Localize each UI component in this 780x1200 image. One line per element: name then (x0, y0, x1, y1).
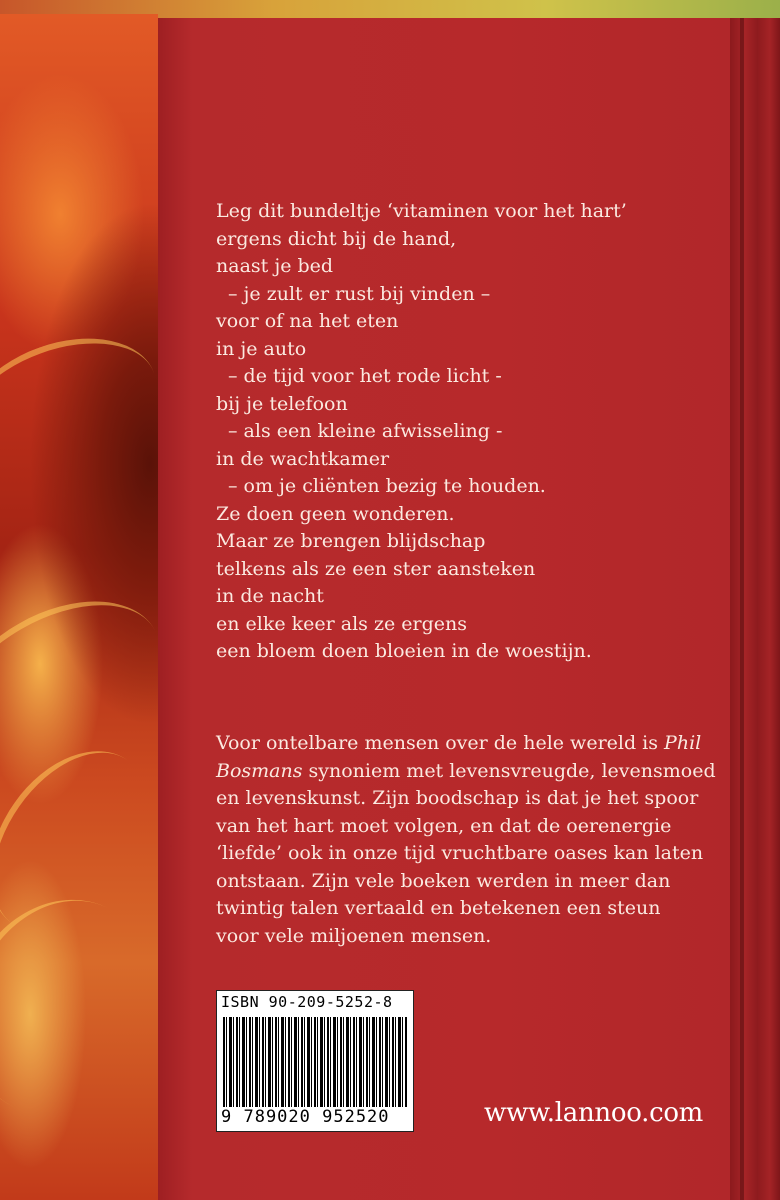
spine-groove (740, 18, 744, 1200)
bio-line: Voor ontelbare mensen over de hele wereld is Phil (216, 732, 702, 754)
author-last-name: Bosmans (216, 759, 303, 782)
poem-line: een bloem doen bloeien in de woestijn. (216, 640, 592, 662)
poem-line: – je zult er rust bij vinden – (228, 282, 491, 305)
isbn-number: ISBN 90-209-5252-8 (221, 993, 393, 1011)
poem-line: voor of na het eten (216, 310, 399, 332)
bio-line: twintig talen vertaald en betekenen een steun (216, 897, 661, 919)
bio-line: ontstaan. Zijn vele boeken werden in meer dan (216, 869, 671, 892)
ean-number: 9 789020 952520 (221, 1107, 390, 1127)
poem-line: – als een kleine afwisseling - (228, 420, 503, 442)
poem-line: – om je cliënten bezig te houden. (228, 475, 546, 497)
poem-line: – de tijd voor het rode licht - (228, 365, 502, 387)
poem-line: Maar ze brengen blijdschap (216, 530, 486, 552)
poem-line: ergens dicht bij de hand, (216, 227, 457, 250)
author-first-name: Phil (664, 732, 702, 754)
publisher-website: www.lannoo.com (484, 1098, 704, 1128)
flower-photo-strip (0, 14, 158, 1200)
barcode-bars (223, 1017, 407, 1107)
author-bio (216, 730, 716, 950)
poem-line: in je auto (216, 337, 307, 360)
petal-highlight (0, 314, 176, 501)
poem-text (216, 198, 716, 666)
poem-line: naast je bed (216, 255, 334, 277)
poem-line: telkens als ze een ster aansteken (216, 557, 536, 580)
bio-line: en levenskunst. Zijn boodschap is dat je het spoor (216, 787, 699, 809)
poem-line: bij je telefoon (216, 392, 348, 415)
poem-line: in de nacht (216, 585, 324, 607)
isbn-barcode (216, 990, 414, 1132)
poem-line: en elke keer als ze ergens (216, 612, 467, 635)
poem-line: Leg dit bundeltje ‘vitaminen voor het hart’ (216, 200, 627, 222)
bio-line: Bosmans synoniem met levensvreugde, levensmoed (216, 759, 716, 782)
poem-line: Ze doen geen wonderen. (216, 502, 455, 525)
book-spine (730, 18, 780, 1200)
bio-line: van het hart moet volgen, en dat de oerenergie (216, 814, 672, 837)
bio-line: voor vele miljoenen mensen. (216, 924, 492, 947)
poem-line: in de wachtkamer (216, 447, 390, 470)
bio-line: ‘liefde’ ook in onze tijd vruchtbare oases kan laten (216, 842, 704, 864)
